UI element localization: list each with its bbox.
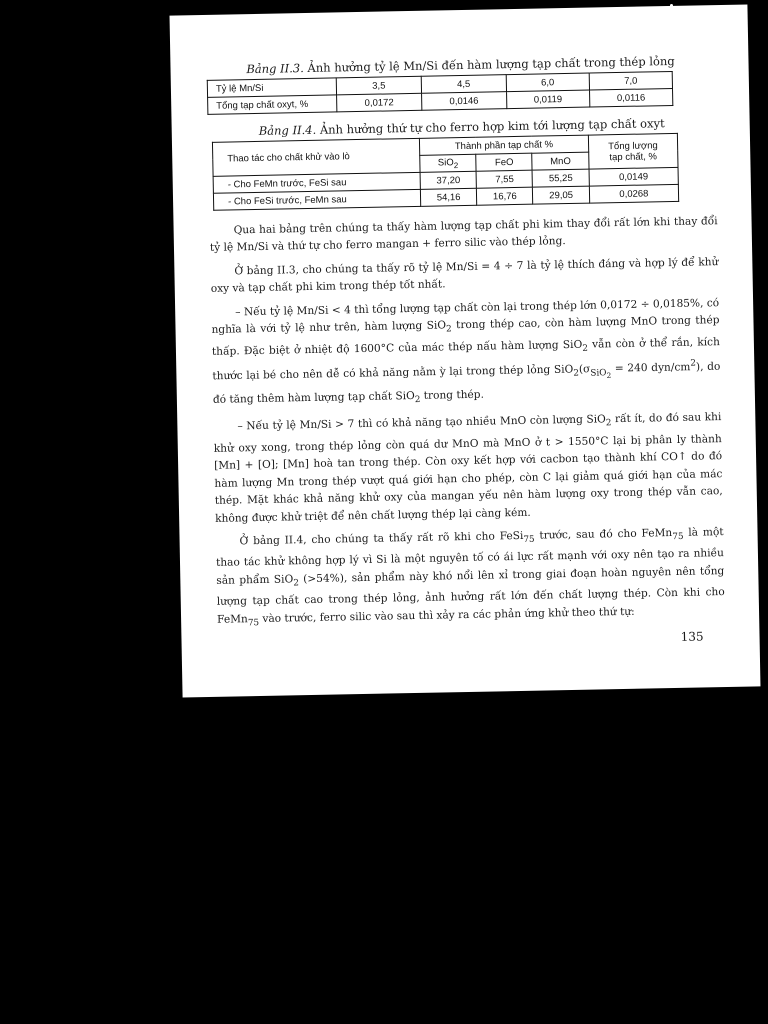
table-cell: 7,0: [589, 71, 672, 90]
table-cell: 54,16: [420, 188, 477, 206]
page-number: 135: [680, 629, 704, 644]
table-cell: 6,0: [506, 73, 589, 92]
table-cell: 29,05: [533, 186, 590, 204]
table-cell: 16,76: [477, 187, 534, 205]
table-header: Thao tác cho chất khử vào lò: [212, 138, 420, 176]
table-header: FeO: [476, 153, 533, 171]
table-cell: Tỷ lệ Mn/Si: [207, 78, 336, 97]
table-cell: 3,5: [336, 76, 421, 95]
table-header: SiO$_2$: [420, 154, 477, 172]
table-cell: - Cho FeMn trước, FeSi sau: [213, 172, 420, 193]
paragraph: Ở bảng II.3, cho chúng ta thấy rõ tỷ lệ Mn/Si = 4 ÷ 7 là tỷ lệ thích đáng và hợp lý để khử oxy và tạp chất phi kim trong thép tốt nhất.: [210, 255, 719, 296]
table-header: MnO: [532, 152, 589, 170]
table-cell: 0,0119: [506, 90, 589, 109]
paragraph: – Nếu tỷ lệ Mn/Si < 4 thì tổng lượng tạp chất còn lại trong thép lớn 0,0172 ÷ 0,0185%, có nghĩa là với tỷ lệ như trên, hàm lượng SiO$_2$ trong thép cao, còn hàm lượng MnO trong thép thấp. Đặc biệt ở nhiệt độ 1600°C của mác thép nấu hàm lượng SiO$_2$ vẫn còn ở thể rắn, kích thước lại bé cho nên dễ có khả năng nằm ỳ lại trong thép lỏng $SiO_2(\sigma_{SiO_2} = 240$ dyn/$cm^2$), do đó tăng thêm hàm lượng tạp chất SiO$_2$ trong thép.: [211, 296, 721, 406]
table-cell: 37,20: [420, 171, 477, 189]
table-cell: Tổng tạp chất oxyt, %: [208, 95, 337, 114]
paragraph: – Nếu tỷ lệ Mn/Si > 7 thì có khả năng tạo nhiều MnO còn lượng SiO$_2$ rất ít, do đó sau khi khử oxy xong, trong thép lỏng còn quá dư MnO mà MnO ở t > 1550°C lại bị phân ly thành [Mn] + [O]; [Mn] hoà tan trong thép. Còn oxy kết hợp với cacbon tạo thành khí CO↑ do đó hàm lượng Mn trong thép vượt quá giới hạn cho phép, còn C lại giảm quá giới hạn của mác thép. Mặt khác khả năng khử oxy của mangan yếu nên hàm lượng oxy trong thép vẫn cao, không được khử triệt để nên chất lượng thép lại càng kém.: [213, 411, 723, 525]
table-caption-2: Bảng II.4. Ảnh hưởng thứ tự cho ferro hợp kim tới lượng tạp chất oxyt: [258, 116, 665, 138]
table-cell: - Cho FeSi trước, FeMn sau: [213, 189, 420, 210]
table-cell: 0,0172: [337, 93, 422, 112]
table-cell: 0,0268: [589, 184, 679, 203]
table-cell: 55,25: [533, 169, 590, 187]
paragraph: Ở bảng II.4, cho chúng ta thấy rất rõ khi cho FeSi$_{75}$ trước, sau đó cho FeMn$_{75}$ là một thao tác khử không hợp lý vì Si là một nguyên tố có ái lực rất mạnh với oxy nên tạo ra nhiều sản phẩm SiO$_2$ (>54%), sản phẩm này khó nổi lên xỉ trong giai đoạn hoàn nguyên nên tổng lượng tạp chất cao trong thép lỏng, ảnh hưởng rất lớn đến chất lượng thép. Còn khi cho FeMn$_{75}$ vào trước, ferro silic vào sau thì xảy ra các phản ứng khử theo thứ tự:: [215, 526, 725, 629]
table-cell: 0,0146: [421, 92, 506, 111]
table-cell: 0,0149: [589, 167, 679, 186]
table-ferro-order: [212, 133, 679, 211]
scanned-page: [170, 5, 761, 698]
paragraph: Qua hai bảng trên chúng ta thấy hàm lượng tạp chất phi kim thay đổi rất lớn khi thay đổi tỷ lệ Mn/Si và thứ tự cho ferro mangan + ferro silic vào thép lỏng.: [209, 215, 718, 255]
table-cell: 4,5: [421, 75, 506, 94]
table-cell: 0,0116: [589, 88, 672, 107]
table-caption-1: Bảng II.3. Ảnh hưởng tỷ lệ Mn/Si đến hàm lượng tạp chất trong thép lỏng: [246, 53, 675, 77]
table-header: Tổng lượng tạp chất, %: [588, 133, 678, 169]
table-cell: 7,55: [476, 170, 533, 188]
table-header: Thành phần tạp chất %: [419, 135, 588, 155]
body-text: [209, 213, 725, 633]
